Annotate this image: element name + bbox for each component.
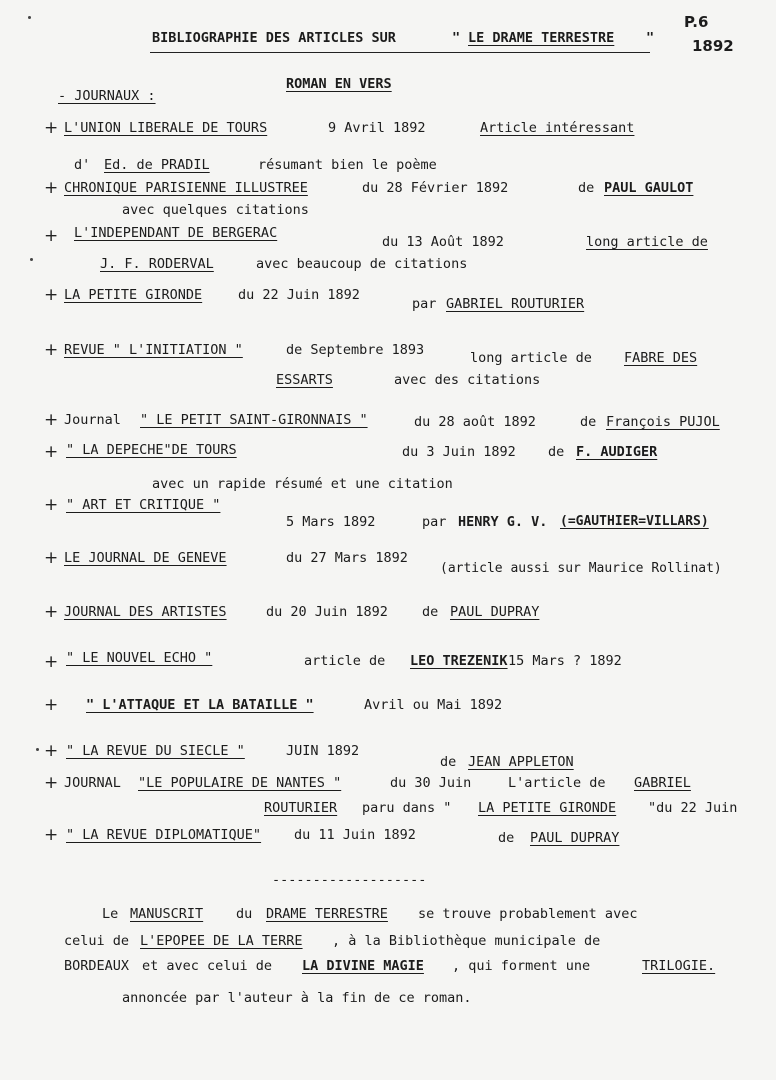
- margin-speck: [36, 748, 39, 751]
- entry-1-author: Ed. de PRADIL: [104, 157, 210, 173]
- closing-manuscrit: MANUSCRIT: [130, 906, 204, 922]
- entry-14-source: "LE POPULAIRE DE NANTES ": [138, 775, 342, 791]
- entry-6-source: " LE PETIT SAINT-GIRONNAIS ": [140, 412, 368, 428]
- entry-8-note: (=GAUTHIER=VILLARS): [560, 514, 709, 529]
- entry-5-cross: +: [44, 340, 59, 360]
- closing-l2-b: , à la Bibliothèque municipale de: [332, 933, 601, 949]
- title-quote-open: ": [452, 30, 461, 46]
- entry-10-cross: +: [44, 602, 59, 622]
- entry-13-source: " LA REVUE DU SIECLE ": [66, 743, 245, 759]
- entry-5-author-2: ESSARTS: [276, 372, 333, 388]
- entry-6-cross: +: [44, 410, 59, 430]
- closing-l1-b: du: [236, 906, 253, 922]
- entry-13-cross: +: [44, 741, 59, 761]
- entry-15-author: PAUL DUPRAY: [530, 830, 620, 846]
- entry-14-author-2: ROUTURIER: [264, 800, 338, 816]
- margin-speck: [30, 258, 33, 261]
- entry-1-rest: résumant bien le poème: [258, 157, 437, 173]
- entry-11-date: 15 Mars ? 1892: [508, 653, 622, 669]
- entry-3-rest: avec beaucoup de citations: [256, 256, 468, 272]
- closing-l4: annoncée par l'auteur à la fin de ce roman.: [122, 990, 472, 1006]
- entry-4-date: du 22 Juin 1892: [238, 287, 360, 303]
- entry-7-date: du 3 Juin 1892: [402, 444, 516, 460]
- entry-5-date: de Septembre 1893: [286, 342, 425, 358]
- section-journaux: - JOURNAUX :: [58, 88, 156, 104]
- entry-5-rest: avec des citations: [394, 372, 541, 388]
- entry-4-by: par: [412, 296, 437, 312]
- closing-l3-a: BORDEAUX: [64, 958, 130, 974]
- entry-14-ref: LA PETITE GIRONDE: [478, 800, 617, 816]
- entry-10-date: du 20 Juin 1892: [266, 604, 388, 620]
- entry-8-by: par: [422, 514, 447, 530]
- entry-11-cross: +: [44, 652, 59, 672]
- entry-15-cross: +: [44, 825, 59, 845]
- entry-5-author-1: FABRE DES: [624, 350, 698, 366]
- entry-13-author: JEAN APPLETON: [468, 754, 574, 770]
- entry-1-source: L'UNION LIBERALE DE TOURS: [64, 120, 268, 136]
- closing-l3-b: et avec celui de: [142, 958, 273, 974]
- entry-14-mid: paru dans ": [362, 800, 452, 816]
- title-quote-close: ": [646, 30, 655, 46]
- entry-9-cross: +: [44, 548, 59, 568]
- entry-10-source: JOURNAL DES ARTISTES: [64, 604, 227, 620]
- closing-drame-terrestre: DRAME TERRESTRE: [266, 906, 388, 922]
- entry-9-note: (article aussi sur Maurice Rollinat): [440, 561, 722, 576]
- closing-l1-a: Le: [102, 906, 119, 922]
- entry-2-date: du 28 Février 1892: [362, 180, 509, 196]
- entry-5-source: REVUE " L'INITIATION ": [64, 342, 243, 358]
- entry-14-date: du 30 Juin: [390, 775, 472, 791]
- entry-14-cross: +: [44, 773, 59, 793]
- entry-2-source: CHRONIQUE PARISIENNE ILLUSTREE: [64, 180, 308, 196]
- entry-1-prefix: d': [74, 157, 91, 173]
- entry-10-by: de: [422, 604, 439, 620]
- entry-14-end: "du 22 Juin: [648, 800, 738, 816]
- entry-2-note: avec quelques citations: [122, 202, 309, 218]
- entry-10-author: PAUL DUPRAY: [450, 604, 540, 620]
- entry-2-by: de: [578, 180, 595, 196]
- separator-line: -------------------: [272, 872, 427, 888]
- closing-l1-c: se trouve probablement avec: [418, 906, 638, 922]
- entry-3-source: L'INDEPENDANT DE BERGERAC: [74, 225, 278, 241]
- entry-14-kind: L'article de: [508, 775, 606, 791]
- entry-9-date: du 27 Mars 1892: [286, 550, 408, 566]
- page-year: 1892: [692, 37, 734, 55]
- entry-7-by: de: [548, 444, 565, 460]
- entry-5-kind: long article de: [470, 350, 592, 366]
- page-number: P.6: [684, 13, 709, 31]
- entry-11-kind: article de: [304, 653, 386, 669]
- entry-11-source: " LE NOUVEL ECHO ": [66, 650, 213, 666]
- entry-15-by: de: [498, 830, 515, 846]
- entry-12-cross: +: [44, 695, 59, 715]
- entry-6-prefix: Journal: [64, 412, 121, 428]
- entry-8-source: " ART ET CRITIQUE ": [66, 497, 221, 513]
- entry-8-cross: +: [44, 495, 59, 515]
- entry-3-kind: long article de: [586, 234, 708, 250]
- entry-7-source: " LA DEPECHE"DE TOURS: [66, 442, 237, 458]
- entry-1-cross: +: [44, 118, 59, 138]
- entry-6-date: du 28 août 1892: [414, 414, 536, 430]
- entry-4-author: GABRIEL ROUTURIER: [446, 296, 585, 312]
- title-part1: BIBLIOGRAPHIE DES ARTICLES SUR: [152, 30, 396, 46]
- subtitle-roman-en-vers: ROMAN EN VERS: [286, 76, 392, 92]
- entry-3-author: J. F. RODERVAL: [100, 256, 214, 272]
- entry-4-source: LA PETITE GIRONDE: [64, 287, 203, 303]
- entry-11-author: LEO TREZENIK: [410, 653, 508, 669]
- closing-trilogie: TRILOGIE.: [642, 958, 716, 974]
- entry-3-cross: +: [44, 226, 59, 246]
- entry-8-author: HENRY G. V.: [458, 514, 548, 530]
- entry-6-author: François PUJOL: [606, 414, 720, 430]
- entry-15-date: du 11 Juin 1892: [294, 827, 416, 843]
- entry-13-date: JUIN 1892: [286, 743, 360, 759]
- closing-l3-c: , qui forment une: [452, 958, 591, 974]
- entry-8-date: 5 Mars 1892: [286, 514, 376, 530]
- closing-divine-magie: LA DIVINE MAGIE: [302, 958, 424, 974]
- entry-12-date: Avril ou Mai 1892: [364, 697, 503, 713]
- entry-9-source: LE JOURNAL DE GENEVE: [64, 550, 227, 566]
- entry-4-cross: +: [44, 285, 59, 305]
- entry-2-author: PAUL GAULOT: [604, 180, 694, 196]
- entry-3-date: du 13 Août 1892: [382, 234, 504, 250]
- entry-12-source: " L'ATTAQUE ET LA BATAILLE ": [86, 697, 314, 713]
- entry-15-source: " LA REVUE DIPLOMATIQUE": [66, 827, 262, 843]
- closing-epopee: L'EPOPEE DE LA TERRE: [140, 933, 303, 949]
- entry-1-date: 9 Avril 1892: [328, 120, 426, 136]
- title-underline: [150, 52, 650, 53]
- entry-6-by: de: [580, 414, 597, 430]
- entry-7-note: avec un rapide résumé et une citation: [152, 476, 453, 492]
- entry-1-kind: Article intéressant: [480, 120, 635, 136]
- closing-l2-a: celui de: [64, 933, 130, 949]
- entry-2-cross: +: [44, 178, 59, 198]
- title-drame-terrestre: LE DRAME TERRESTRE: [468, 30, 615, 46]
- entry-14-prefix: JOURNAL: [64, 775, 121, 791]
- entry-7-author: F. AUDIGER: [576, 444, 658, 460]
- margin-speck: [28, 16, 31, 19]
- entry-13-by: de: [440, 754, 457, 770]
- entry-7-cross: +: [44, 442, 59, 462]
- entry-14-author-1: GABRIEL: [634, 775, 691, 791]
